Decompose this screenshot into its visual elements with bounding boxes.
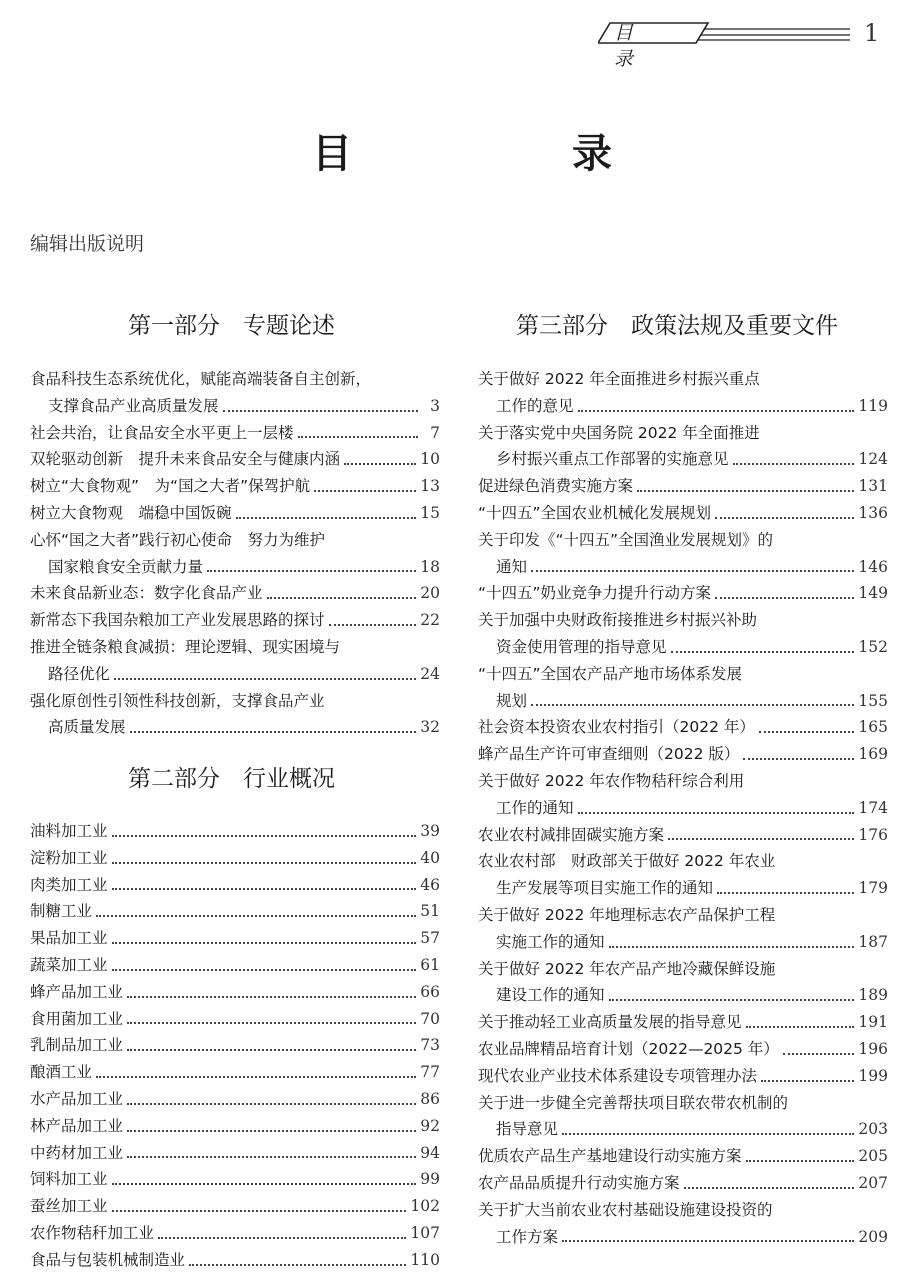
- toc-entry-page: 73: [420, 1036, 440, 1055]
- toc-entry-page: 57: [420, 929, 440, 948]
- toc-entry-page: 32: [420, 718, 440, 737]
- toc-entry[interactable]: [478, 822, 888, 849]
- toc-entry-continuation[interactable]: [30, 393, 440, 420]
- toc-entry-title: 社会共治，让食品安全水平更上一层楼: [30, 423, 294, 442]
- toc-leader-dots: [112, 878, 417, 890]
- toc-entry-page: 209: [858, 1227, 888, 1246]
- toc-entry[interactable]: [30, 872, 440, 899]
- toc-entry-page: 110: [410, 1250, 440, 1269]
- toc-entry-title: 双轮驱动创新 提升未来食品安全与健康内涵: [30, 450, 341, 469]
- toc-entry-title: 饲料加工业: [30, 1170, 108, 1189]
- toc-entry-continuation[interactable]: [478, 1224, 888, 1251]
- toc-entry-page: 119: [858, 396, 888, 415]
- toc-entry-title: 关于扩大当前农业农村基础设施建设投资的: [478, 1200, 773, 1219]
- toc-entry[interactable]: [478, 768, 888, 795]
- toc-entry-title: 生产发展等项目实施工作的通知: [496, 879, 714, 898]
- toc-entry-continuation[interactable]: [30, 554, 440, 581]
- toc-entry-page: 20: [420, 584, 440, 603]
- toc-entry-page: 3: [430, 396, 440, 415]
- toc-leader-dots: [531, 560, 854, 572]
- toc-leader-dots: [715, 587, 854, 599]
- toc-leader-dots: [189, 1254, 406, 1266]
- toc-entry[interactable]: [478, 956, 888, 983]
- toc-entry-continuation[interactable]: [478, 393, 888, 420]
- toc-leader-dots: [715, 507, 854, 519]
- toc-entry-title: “十四五”奶业竞争力提升行动方案: [478, 584, 712, 603]
- toc-entry-page: 15: [420, 503, 440, 522]
- toc-entry-page: 205: [858, 1147, 888, 1166]
- toc-leader-dots: [112, 852, 417, 864]
- toc-leader-dots: [783, 1043, 855, 1055]
- toc-leader-dots: [127, 1093, 416, 1105]
- toc-entry-title: 食品科技生态系统优化，赋能高端装备自主创新，: [30, 370, 372, 388]
- toc-entry-title: 酿酒工业: [30, 1063, 93, 1082]
- page-title: 目 录: [312, 131, 702, 177]
- toc-entry-title: 指导意见: [496, 1120, 559, 1139]
- part3-toc-list: [478, 366, 888, 1250]
- toc-entry-title: 蔬菜加工业: [30, 955, 108, 974]
- toc-entry-continuation[interactable]: [478, 634, 888, 661]
- toc-entry-title: 国家粮食安全贡献力量: [48, 557, 204, 576]
- toc-leader-dots: [127, 1039, 416, 1051]
- toc-entry[interactable]: [478, 1036, 888, 1063]
- toc-entry-page: 18: [420, 557, 440, 576]
- toc-leader-dots: [114, 668, 416, 680]
- toc-entry-page: 70: [420, 1009, 440, 1028]
- toc-leader-dots: [207, 560, 416, 572]
- toc-entry[interactable]: [30, 500, 440, 527]
- toc-leader-dots: [746, 1016, 855, 1028]
- toc-entry[interactable]: [478, 1090, 888, 1117]
- toc-entry[interactable]: [478, 1009, 888, 1036]
- part2-toc-list: [30, 818, 440, 1274]
- toc-entry-title: “十四五”全国农产品产地市场体系发展: [478, 664, 743, 683]
- toc-entry-title: 关于做好 2022 年全面推进乡村振兴重点: [478, 370, 760, 388]
- toc-entry-title: 农产品品质提升行动实施方案: [478, 1173, 680, 1192]
- toc-entry-title: 支撑食品产业高质量发展: [48, 396, 219, 415]
- toc-entry[interactable]: [478, 366, 888, 393]
- toc-entry[interactable]: [30, 898, 440, 925]
- toc-entry[interactable]: [30, 446, 440, 473]
- toc-entry-title: 蜂产品加工业: [30, 982, 124, 1001]
- toc-entry-page: 99: [420, 1170, 440, 1189]
- toc-entry[interactable]: [478, 500, 888, 527]
- toc-entry-title: 社会资本投资农业农村指引（2022 年）: [478, 718, 755, 737]
- toc-entry[interactable]: [478, 1197, 888, 1224]
- toc-entry-title: 关于落实党中央国务院 2022 年全面推进: [478, 423, 760, 442]
- toc-leader-dots: [609, 989, 855, 1001]
- toc-entry-page: 77: [420, 1063, 440, 1082]
- toc-entry-title: 工作方案: [496, 1227, 559, 1246]
- toc-entry-page: 187: [858, 932, 888, 951]
- toc-entry-title: 工作的通知: [496, 798, 574, 817]
- toc-leader-dots: [112, 825, 417, 837]
- toc-entry-title: 农作物秸秆加工业: [30, 1223, 155, 1242]
- toc-leader-dots: [761, 1070, 854, 1082]
- toc-entry-page: 13: [420, 477, 440, 496]
- toc-leader-dots: [236, 507, 417, 519]
- toc-entry[interactable]: [478, 848, 888, 875]
- toc-entry-continuation[interactable]: [478, 982, 888, 1009]
- toc-entry-page: 46: [420, 875, 440, 894]
- toc-entry-continuation[interactable]: [478, 446, 888, 473]
- toc-leader-dots: [130, 721, 417, 733]
- toc-entry-continuation[interactable]: [30, 714, 440, 741]
- toc-leader-dots: [668, 828, 854, 840]
- toc-entry-title: 现代农业产业技术体系建设专项管理办法: [478, 1066, 758, 1085]
- toc-entry[interactable]: [478, 473, 888, 500]
- toc-leader-dots: [314, 480, 416, 492]
- toc-entry[interactable]: [478, 527, 888, 554]
- toc-entry-title: 乡村振兴重点工作部署的实施意见: [496, 450, 729, 469]
- toc-entry-page: 40: [420, 848, 440, 867]
- toc-leader-dots: [96, 905, 416, 917]
- toc-entry[interactable]: [478, 1143, 888, 1170]
- toc-leader-dots: [158, 1227, 406, 1239]
- toc-entry[interactable]: [478, 902, 888, 929]
- toc-entry-title: 中药材加工业: [30, 1143, 124, 1162]
- toc-entry-title: 果品加工业: [30, 929, 108, 948]
- toc-entry[interactable]: [30, 580, 440, 607]
- toc-leader-dots: [127, 1012, 416, 1024]
- toc-entry-title: 食用菌加工业: [30, 1009, 124, 1028]
- toc-entry-page: 155: [858, 691, 888, 710]
- toc-leader-dots: [127, 986, 416, 998]
- toc-entry[interactable]: [30, 1059, 440, 1086]
- toc-entry[interactable]: [30, 1247, 440, 1274]
- toc-leader-dots: [578, 400, 855, 412]
- toc-entry[interactable]: [30, 1086, 440, 1113]
- toc-leader-dots: [223, 400, 418, 412]
- toc-entry-title: 油料加工业: [30, 822, 108, 840]
- toc-entry[interactable]: [478, 741, 888, 768]
- toc-entry[interactable]: [30, 1166, 440, 1193]
- toc-entry[interactable]: [30, 845, 440, 872]
- toc-entry[interactable]: [30, 688, 440, 715]
- toc-leader-dots: [112, 932, 417, 944]
- toc-entry-page: 39: [420, 822, 440, 840]
- toc-entry-title: 路径优化: [48, 664, 111, 683]
- toc-entry-title: 水产品加工业: [30, 1089, 124, 1108]
- toc-entry[interactable]: [478, 1063, 888, 1090]
- toc-entry-page: 174: [858, 798, 888, 817]
- toc-leader-dots: [733, 453, 855, 465]
- toc-entry[interactable]: [30, 1032, 440, 1059]
- toc-entry-continuation[interactable]: [478, 875, 888, 902]
- toc-entry-page: 136: [858, 503, 888, 522]
- toc-entry[interactable]: [30, 952, 440, 979]
- toc-entry-page: 131: [858, 477, 888, 496]
- toc-leader-dots: [759, 721, 855, 733]
- toc-entry-title: 关于印发《“十四五”全国渔业发展规划》的: [478, 530, 774, 549]
- toc-entry-title: 乳制品加工业: [30, 1036, 124, 1055]
- toc-entry-title: 制糖工业: [30, 902, 93, 921]
- toc-entry-title: 心怀“国之大者”践行初心使命 努力为维护: [30, 530, 326, 549]
- toc-entry-page: 61: [420, 955, 440, 974]
- toc-entry[interactable]: [478, 607, 888, 634]
- toc-leader-dots: [344, 453, 416, 465]
- toc-leader-dots: [298, 426, 418, 438]
- toc-entry[interactable]: [30, 366, 440, 393]
- toc-entry-continuation[interactable]: [30, 661, 440, 688]
- toc-entry[interactable]: [478, 420, 888, 447]
- toc-entry-title: 推进全链条粮食减损：理论逻辑、现实困境与: [30, 637, 341, 656]
- toc-entry-page: 169: [858, 745, 888, 764]
- toc-leader-dots: [743, 748, 854, 760]
- toc-entry-title: 蜂产品生产许可审查细则（2022 版）: [478, 745, 740, 764]
- toc-entry-page: 51: [420, 902, 440, 921]
- toc-entry-title: 树立“大食物观” 为“国之大者”保驾护航: [30, 477, 311, 496]
- toc-entry[interactable]: [478, 714, 888, 741]
- preface-entry[interactable]: 编辑出版说明: [30, 233, 145, 255]
- toc-entry-title: 淀粉加工业: [30, 848, 108, 867]
- part2-heading: 第二部分 行业概况: [128, 766, 335, 792]
- toc-entry-page: 199: [858, 1066, 888, 1085]
- toc-leader-dots: [112, 959, 417, 971]
- toc-entry-page: 66: [420, 982, 440, 1001]
- toc-entry-continuation[interactable]: [478, 795, 888, 822]
- toc-entry-title: “十四五”全国农业机械化发展规划: [478, 503, 712, 522]
- toc-leader-dots: [531, 694, 854, 706]
- toc-entry-page: 191: [858, 1013, 888, 1032]
- toc-entry-page: 189: [858, 986, 888, 1005]
- toc-entry-title: 关于推动轻工业高质量发展的指导意见: [478, 1013, 742, 1032]
- toc-entry-continuation[interactable]: [478, 554, 888, 581]
- toc-entry-title: 肉类加工业: [30, 875, 108, 894]
- toc-entry-title: 关于做好 2022 年农产品产地冷藏保鲜设施: [478, 959, 776, 978]
- toc-entry-page: 152: [858, 637, 888, 656]
- toc-leader-dots: [112, 1200, 407, 1212]
- toc-entry-title: 树立大食物观 端稳中国饭碗: [30, 503, 232, 522]
- toc-entry[interactable]: [30, 1113, 440, 1140]
- toc-entry-page: 179: [858, 879, 888, 898]
- toc-entry[interactable]: [30, 979, 440, 1006]
- toc-leader-dots: [578, 802, 855, 814]
- toc-entry[interactable]: [30, 818, 440, 845]
- toc-entry-title: 新常态下我国杂粮加工产业发展思路的探讨: [30, 611, 325, 630]
- toc-entry[interactable]: [30, 634, 440, 661]
- toc-entry-title: 关于加强中央财政衔接推进乡村振兴补助: [478, 611, 758, 630]
- toc-entry-continuation[interactable]: [478, 1116, 888, 1143]
- toc-leader-dots: [562, 1123, 854, 1135]
- toc-entry[interactable]: [30, 1193, 440, 1220]
- toc-entry[interactable]: [30, 527, 440, 554]
- toc-leader-dots: [637, 480, 854, 492]
- toc-entry-title: 农业农村减排固碳实施方案: [478, 825, 665, 844]
- toc-entry-page: 24: [420, 664, 440, 683]
- part3-heading: 第三部分 政策法规及重要文件: [516, 313, 838, 339]
- toc-entry-title: 农业农村部 财政部关于做好 2022 年农业: [478, 852, 776, 871]
- toc-entry[interactable]: [478, 661, 888, 688]
- toc-leader-dots: [671, 641, 855, 653]
- running-header-label: 目 录: [614, 22, 656, 70]
- toc-entry-title: 通知: [496, 557, 528, 576]
- toc-entry[interactable]: [30, 473, 440, 500]
- toc-entry-page: 146: [858, 557, 888, 576]
- toc-entry-title: 关于做好 2022 年地理标志农产品保护工程: [478, 905, 776, 924]
- toc-entry-title: 促进绿色消费实施方案: [478, 477, 634, 496]
- toc-entry-page: 196: [858, 1039, 888, 1058]
- toc-entry-page: 149: [858, 584, 888, 603]
- toc-leader-dots: [329, 614, 417, 626]
- toc-entry[interactable]: [30, 607, 440, 634]
- toc-entry-page: 10: [420, 450, 440, 469]
- toc-leader-dots: [717, 882, 854, 894]
- toc-entry-title: 规划: [496, 691, 528, 710]
- toc-entry-title: 优质农产品生产基地建设行动实施方案: [478, 1147, 742, 1166]
- toc-entry[interactable]: [478, 1170, 888, 1197]
- toc-entry-title: 关于进一步健全完善帮扶项目联农带农机制的: [478, 1093, 789, 1112]
- toc-entry-page: 207: [858, 1173, 888, 1192]
- toc-leader-dots: [112, 1173, 417, 1185]
- toc-entry[interactable]: [30, 1140, 440, 1167]
- toc-entry-title: 农业品牌精品培育计划（2022—2025 年）: [478, 1039, 779, 1058]
- toc-entry-title: 强化原创性引领性科技创新，支撑食品产业: [30, 691, 325, 710]
- toc-entry-title: 工作的意见: [496, 396, 574, 415]
- toc-leader-dots: [746, 1150, 855, 1162]
- toc-leader-dots: [267, 587, 417, 599]
- part1-toc-list: [30, 366, 440, 741]
- toc-entry-title: 建设工作的通知: [496, 986, 605, 1005]
- toc-entry-page: 176: [858, 825, 888, 844]
- toc-entry-page: 107: [410, 1223, 440, 1242]
- toc-entry-title: 资金使用管理的指导意见: [496, 637, 667, 656]
- toc-entry[interactable]: [30, 1006, 440, 1033]
- toc-leader-dots: [562, 1230, 854, 1242]
- toc-leader-dots: [609, 936, 855, 948]
- toc-entry-page: 124: [858, 450, 888, 469]
- toc-entry-title: 林产品加工业: [30, 1116, 124, 1135]
- toc-entry-continuation[interactable]: [478, 688, 888, 715]
- toc-leader-dots: [127, 1120, 416, 1132]
- toc-entry-page: 94: [420, 1143, 440, 1162]
- toc-entry-page: 102: [410, 1197, 440, 1216]
- toc-entry[interactable]: [30, 925, 440, 952]
- toc-leader-dots: [684, 1177, 855, 1189]
- toc-entry-page: 86: [420, 1089, 440, 1108]
- toc-leader-dots: [127, 1146, 416, 1158]
- toc-entry[interactable]: [30, 420, 440, 447]
- toc-entry-title: 关于做好 2022 年农作物秸秆综合利用: [478, 771, 745, 790]
- part1-heading: 第一部分 专题论述: [128, 313, 335, 339]
- toc-entry-title: 未来食品新业态：数字化食品产业: [30, 584, 263, 603]
- toc-entry-title: 蚕丝加工业: [30, 1197, 108, 1216]
- toc-entry-page: 22: [420, 611, 440, 630]
- toc-entry-continuation[interactable]: [478, 929, 888, 956]
- toc-entry-page: 92: [420, 1116, 440, 1135]
- toc-entry-page: 7: [430, 423, 440, 442]
- toc-entry-title: 高质量发展: [48, 718, 126, 737]
- toc-entry-page: 165: [858, 718, 888, 737]
- toc-entry-title: 食品与包装机械制造业: [30, 1250, 186, 1269]
- toc-entry[interactable]: [30, 1220, 440, 1247]
- toc-entry-page: 203: [858, 1120, 888, 1139]
- page-number: 1: [864, 19, 880, 47]
- toc-entry-title: 实施工作的通知: [496, 932, 605, 951]
- toc-entry[interactable]: [478, 580, 888, 607]
- toc-leader-dots: [96, 1066, 416, 1078]
